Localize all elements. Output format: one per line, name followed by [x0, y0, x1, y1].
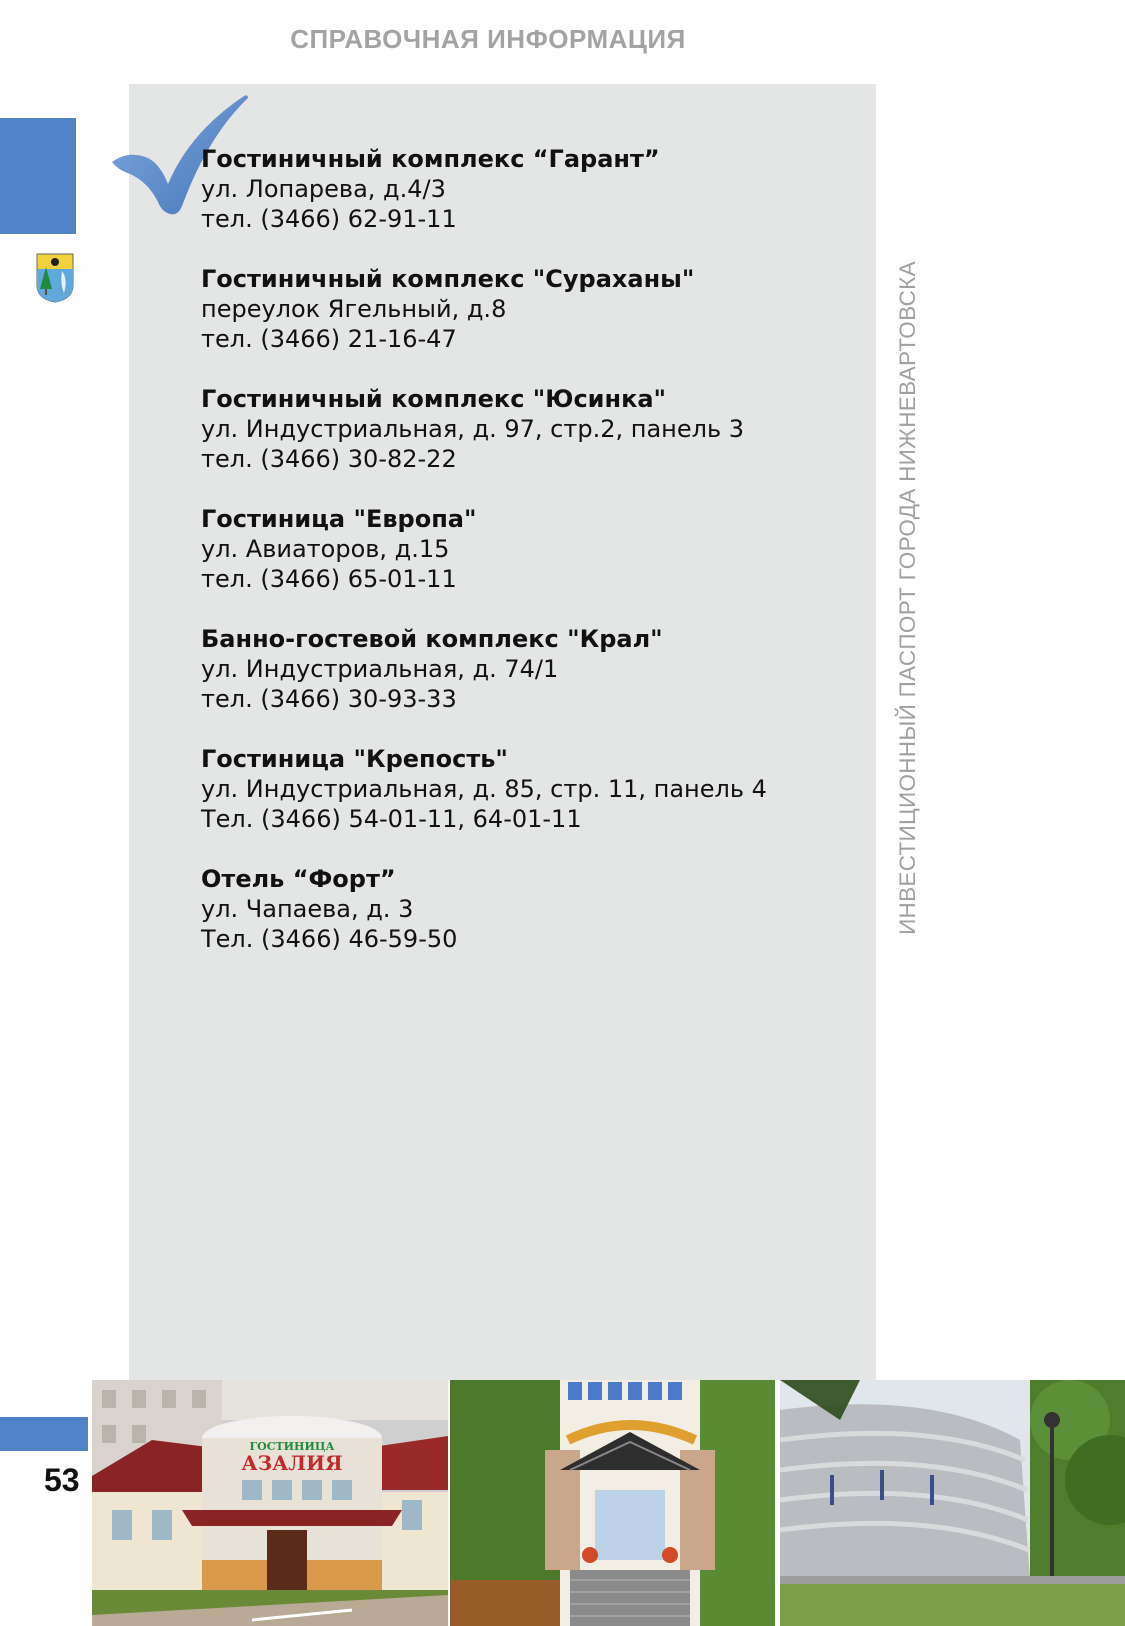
svg-text:АЗАЛИЯ: АЗАЛИЯ [241, 1451, 343, 1475]
list-item [201, 264, 841, 354]
hotel-name: Банно-гостевой комплекс "Крал" [201, 625, 663, 653]
list-item [201, 144, 841, 234]
hotel-address: ул. Чапаева, д. 3 [201, 895, 414, 923]
hotel-name: Гостиница "Крепость" [201, 745, 508, 773]
photo-hotel-azalia [92, 1380, 448, 1626]
hotel-address: переулок Ягельный, д.8 [201, 295, 507, 323]
hotel-phone: Тел. (3466) 54-01-11, 64-01-11 [201, 805, 582, 833]
hotel-name: Отель “Форт” [201, 865, 396, 893]
hotel-name: Гостиница "Европа" [201, 505, 477, 533]
svg-text:ГОСТИНИЦА: ГОСТИНИЦА [249, 1440, 335, 1453]
list-item [201, 864, 841, 954]
hotel-phone: тел. (3466) 62-91-11 [201, 205, 457, 233]
page-number: 53 [44, 1462, 80, 1498]
hotel-address: ул. Лопарева, д.4/3 [201, 175, 446, 203]
hotel-phone: тел. (3466) 65-01-11 [201, 565, 457, 593]
hotel-phone: тел. (3466) 30-82-22 [201, 445, 457, 473]
hotel-list [201, 144, 841, 984]
hotel-name: Гостиничный комплекс "Юсинка" [201, 385, 667, 413]
hotel-address: ул. Индустриальная, д. 85, стр. 11, панель 4 [201, 775, 767, 803]
photo-hotel-entrance [450, 1380, 775, 1626]
list-item [201, 744, 841, 834]
list-item [201, 504, 841, 594]
hotel-address: ул. Индустриальная, д. 97, стр.2, панель 3 [201, 415, 744, 443]
hotel-address: ул. Авиаторов, д.15 [201, 535, 450, 563]
hotel-phone: Тел. (3466) 46-59-50 [201, 925, 458, 953]
photo-modern-building [780, 1380, 1125, 1626]
side-caption: ИНВЕСТИЦИОННЫЙ ПАСПОРТ ГОРОДА НИЖНЕВАРТОВСКА [895, 261, 920, 935]
blue-side-tab [0, 118, 76, 234]
hotel-phone: тел. (3466) 30-93-33 [201, 685, 457, 713]
list-item [201, 624, 841, 714]
hotel-name: Гостиничный комплекс "Сураханы" [201, 265, 695, 293]
hotel-address: ул. Индустриальная, д. 74/1 [201, 655, 559, 683]
hotel-phone: тел. (3466) 21-16-47 [201, 325, 457, 353]
hotel-name: Гостиничный комплекс “Гарант” [201, 145, 660, 173]
blue-bottom-tab [0, 1417, 88, 1451]
page-title: СПРАВОЧНАЯ ИНФОРМАЦИЯ [290, 24, 686, 54]
city-emblem-icon [36, 253, 74, 303]
list-item [201, 384, 841, 474]
